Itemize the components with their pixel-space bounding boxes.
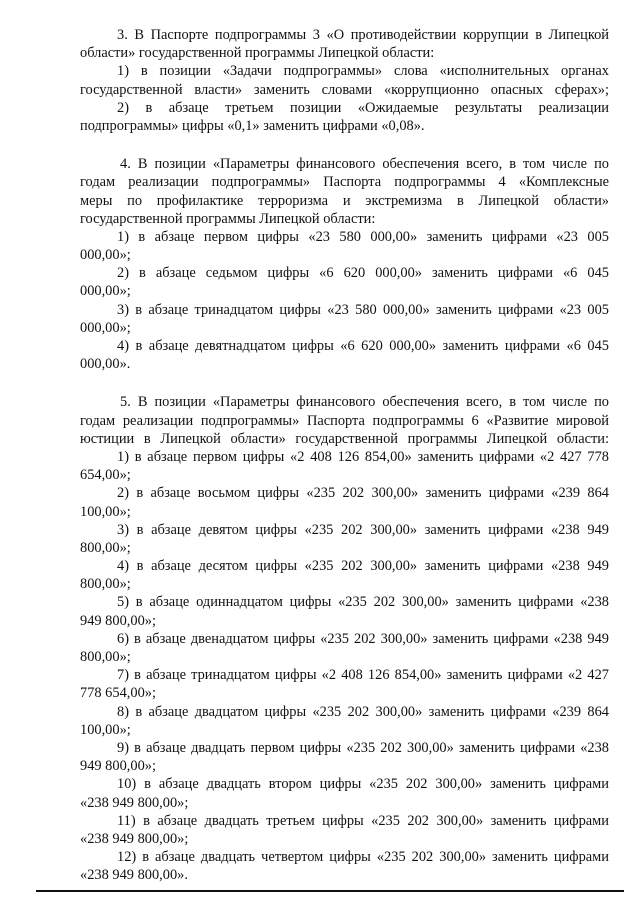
- text-line: 2) в абзаце третьем позиции «Ожидаемые результаты реализации: [117, 99, 609, 116]
- text-line: 6) в абзаце двенадцатом цифры «235 202 300,00» заменить цифрами «238 949: [117, 630, 609, 647]
- text-line: 4) в абзаце десятом цифры «235 202 300,00» заменить цифрами «238 949: [117, 558, 609, 575]
- text-line: 11) в абзаце двадцать третьем цифры «235 202 300,00» заменить цифрами: [117, 812, 609, 829]
- text-line: «238 949 800,00».: [80, 867, 188, 884]
- text-line: годам реализации подпрограммы» Паспорта подпрограммы 4 «Комплексные: [80, 174, 609, 191]
- text-line: подпрограммы» цифры «0,1» заменить цифрами «0,08».: [80, 117, 425, 134]
- text-line: 000,00»;: [80, 319, 131, 336]
- text-line: 1) в абзаце первом цифры «23 580 000,00» заменить цифрами «23 005: [117, 228, 609, 245]
- text-line: 1) в позиции «Задачи подпрограммы» слова «исполнительных органах: [117, 63, 609, 80]
- section-item-3: [80, 26, 609, 135]
- text-line: 7) в абзаце тринадцатом цифры «2 408 126 854,00» заменить цифрами «2 427: [117, 667, 609, 684]
- text-line: 800,00»;: [80, 539, 131, 556]
- text-line: 3) в абзаце девятом цифры «235 202 300,00» заменить цифрами «238 949: [117, 521, 609, 538]
- text-line: 2) в абзаце седьмом цифры «6 620 000,00» заменить цифрами «6 045: [117, 265, 609, 282]
- section-item-4: [80, 155, 609, 373]
- text-line: 949 800,00»;: [80, 758, 156, 775]
- text-line: 2) в абзаце восьмом цифры «235 202 300,00» заменить цифрами «239 864: [117, 485, 609, 502]
- text-line: 654,00»;: [80, 467, 131, 484]
- text-line: 4. В позиции «Параметры финансового обеспечения всего, в том числе по: [120, 156, 609, 173]
- text-line: 949 800,00»;: [80, 612, 156, 629]
- text-line: 8) в абзаце двадцатом цифры «235 202 300,00» заменить цифрами «239 864: [117, 703, 609, 720]
- text-line: 778 654,00»;: [80, 685, 156, 702]
- text-line: 000,00»;: [80, 283, 131, 300]
- text-line: государственной программы Липецкой области:: [80, 210, 376, 227]
- text-line: 3. В Паспорте подпрограммы 3 «О противодействии коррупции в Липецкой: [117, 27, 609, 43]
- text-line: 800,00»;: [80, 649, 131, 665]
- text-line: 3) в абзаце тринадцатом цифры «23 580 000,00» заменить цифрами «23 005: [117, 301, 609, 318]
- text-line: «238 949 800,00»;: [80, 794, 189, 811]
- text-line: годам реализации подпрограммы» Паспорта подпрограммы 6 «Развитие мировой: [80, 412, 609, 429]
- text-line: 4) в абзаце девятнадцатом цифры «6 620 000,00» заменить цифрами «6 045: [117, 338, 609, 354]
- text-line: 1) в абзаце первом цифры «2 408 126 854,00» заменить цифрами «2 427 778: [117, 448, 609, 465]
- text-line: 10) в абзаце двадцать втором цифры «235 202 300,00» заменить цифрами: [117, 776, 609, 793]
- bottom-divider: [36, 890, 624, 892]
- text-line: «238 949 800,00»;: [80, 830, 189, 847]
- text-line: 100,00»;: [80, 503, 131, 520]
- text-line: области» государственной программы Липецкой области:: [80, 45, 435, 62]
- text-line: государственной власти» заменить словами «коррупционно опасных сферах»;: [80, 81, 609, 98]
- text-line: юстиции в Липецкой области» государственной программы Липецкой области:: [80, 430, 609, 447]
- text-line: 800,00»;: [80, 576, 131, 593]
- text-line: 9) в абзаце двадцать первом цифры «235 202 300,00» заменить цифрами «238: [117, 739, 609, 756]
- text-line: меры по профилактике терроризма и экстремизма в Липецкой области»: [80, 192, 609, 209]
- text-line: 5) в абзаце одиннадцатом цифры «235 202 300,00» заменить цифрами «238: [117, 594, 609, 611]
- text-line: 000,00»;: [80, 247, 131, 264]
- section-item-5: [80, 393, 609, 884]
- text-line: 000,00».: [80, 356, 131, 373]
- text-line: 5. В позиции «Параметры финансового обеспечения всего, в том числе по: [120, 394, 609, 411]
- text-line: 100,00»;: [80, 721, 131, 738]
- text-line: 12) в абзаце двадцать четвертом цифры «235 202 300,00» заменить цифрами: [117, 849, 609, 866]
- document-page: [80, 26, 609, 884]
